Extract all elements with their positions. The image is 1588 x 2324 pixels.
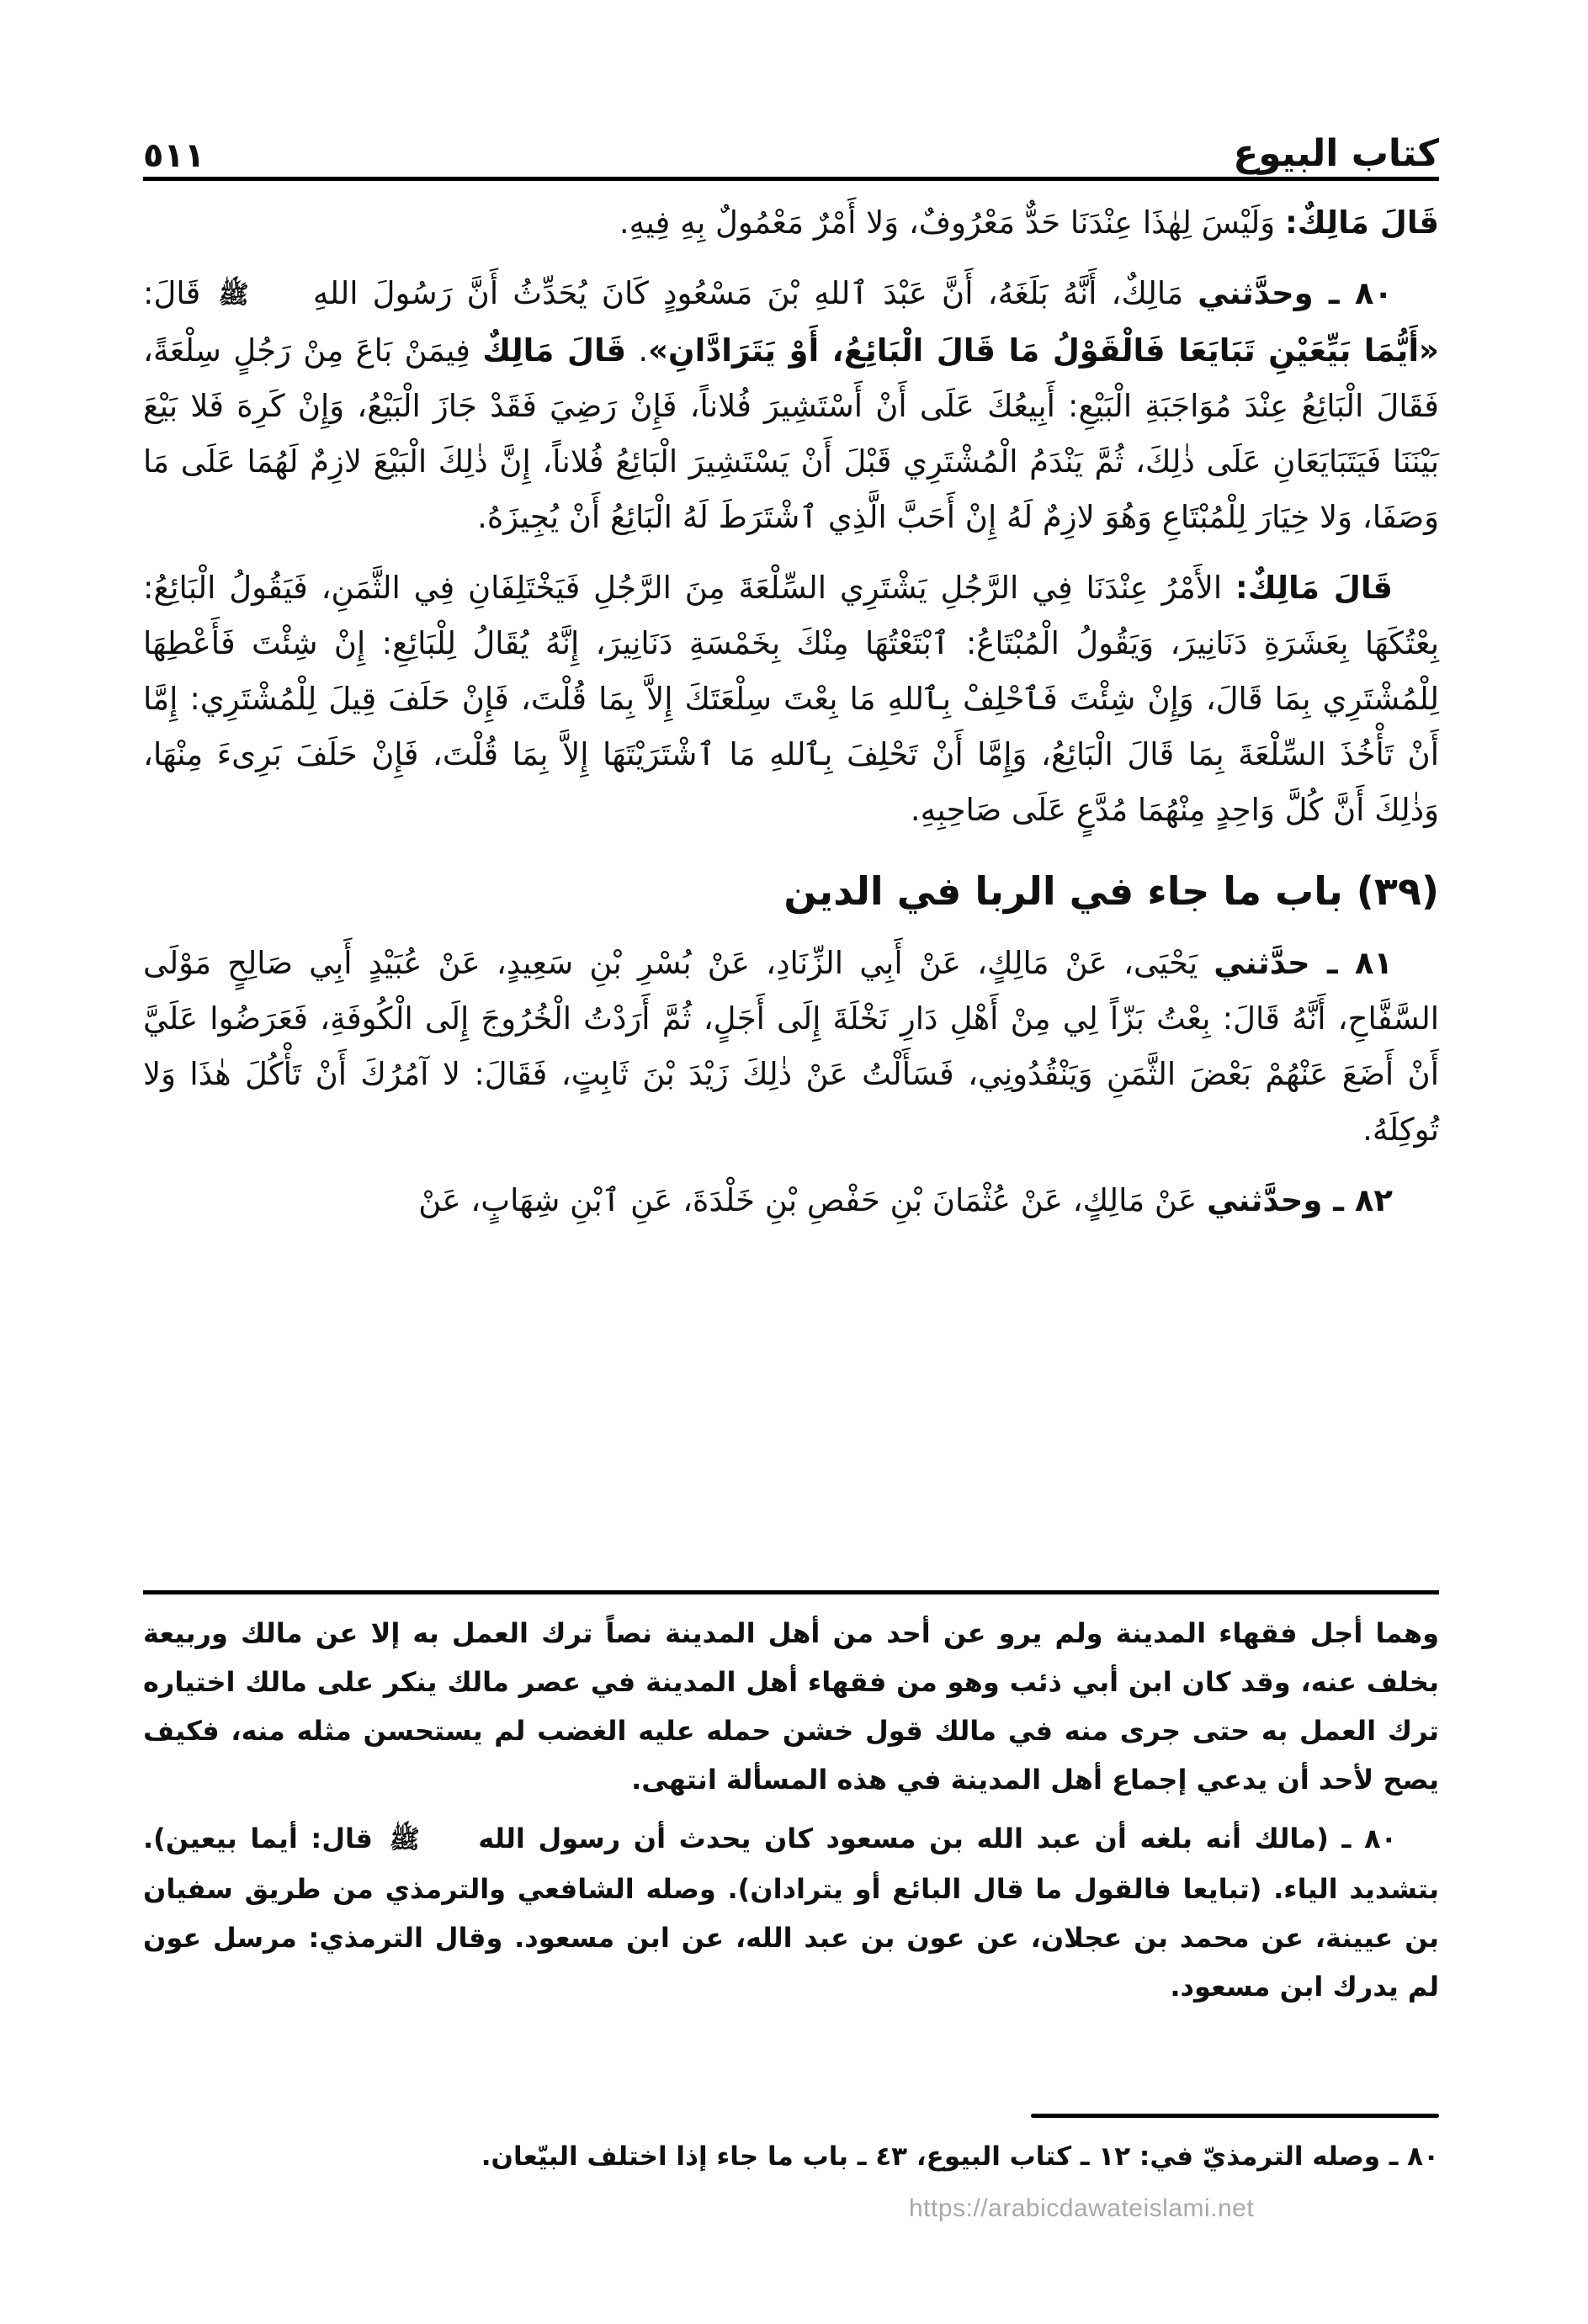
footnote-rule [143,1590,1439,1594]
hadith-82 [143,1173,1439,1228]
salawat-icon: ﷺ [389,1825,420,1854]
hadith-number-lead: ٨١ ـ حدَّثني [1214,944,1393,981]
running-header [143,114,1439,175]
hadith-text: قَالَ: [143,275,215,311]
book-title: كتاب البيوع [1233,132,1439,175]
book-page [143,0,1439,2324]
note-text: . وصله الشافعي والترمذي من طريق سفيان بن عيينة، عن محمد بن عجلان، عن عون بن عبد الله، عن ابن مسعود. وقال الترمذي: مرسل عون لم يدرك ابن مسعود. [143,1873,1439,2003]
hadith-text: فِيمَنْ بَاعَ مِنْ رَجُلٍ سِلْعَةً، فَقَالَ الْبَائِعُ عِنْدَ مُوَاجَبَةِ الْبَيْعِ: أَبِيعُكَ عَلَى أَنْ أَسْتَشِيرَ فُلاناً، فَإِنْ رَضِيَ فَقَدْ جَازَ الْبَيْعُ، وَإِنْ كَرِهَ فَلا بَيْعَ بَيْنَنَا فَيَتَبَايَعَانِ عَلَى ذٰلِكَ، ثُمَّ يَنْدَمُ الْمُشْتَرِي قَبْلَ أَنْ يَسْتَشِيرَ الْبَائِعُ فُلاناً، إِنَّ ذٰلِكَ الْبَيْعَ لازِمٌ لَهُمَا عَلَى مَا وَصَفَا، وَلا خِيَارَ لِلْمُبْتَاعِ وَهُوَ لازِمٌ لَهُ إِنْ أَحَبَّ الَّذِي ٱشْتَرَطَ لَهُ الْبَائِعُ أَنْ يُجِيزَهُ. [143,332,1439,535]
hadith-text: . [626,332,649,369]
paragraph-text: وَلَيْسَ لِهٰذَا عِنْدَنَا حَدٌّ مَعْرُوفٌ، وَلا أَمْرٌ مَعْمُولٌ بِهِ فِيهِ. [619,204,1285,241]
hadith-80 [143,266,1439,545]
prophetic-quote: «أَيُّمَا بَيِّعَيْنِ تَبَايَعَا فَالْقَوْلُ مَا قَالَ الْبَائِعُ، أَوْ يَتَرَادَّانِ» [648,332,1439,369]
commentary-paragraph: وهما أجل فقهاء المدينة ولم يرو عن أحد من أهل المدينة نصاً ترك العمل به إلا عن مالك وربيعة بخلف عنه، وقد كان ابن أبي ذئب وهو من فقهاء أهل المدينة في عصر مالك ينكر على مالك اختياره ترك العمل به حتى جرى منه في مالك قول خشن حمله عليه الغضب لم يستحسن مثله منه، فكيف يصح لأحد أن يدعي إجماع أهل المدينة في هذه المسألة انتهى. [143,1617,1439,1796]
hadith-number-lead: ٨٢ ـ وحدَّثني [1206,1181,1393,1218]
paragraph-text: الأَمْرُ عِنْدَنَا فِي الرَّجُلِ يَشْتَرِي السِّلْعَةَ مِنَ الرَّجُلِ فَيَخْتَلِفَانِ فِي الثَّمَنِ، فَيَقُولُ الْبَائِعُ: بِعْتُكَهَا بِعَشَرَةِ دَنَانِيرَ، وَيَقُولُ الْمُبْتَاعُ: ٱبْتَعْتُهَا مِنْكَ بِخَمْسَةِ دَنَانِيرَ، إِنَّهُ يُقَالُ لِلْبَائِعِ: إِنْ شِئْتَ فَأَعْطِهَا لِلْمُشْتَرِي بِمَا قَالَ، وَإِنْ شِئْتَ فَٱحْلِفْ بِٱللهِ مَا بِعْتَ سِلْعَتَكَ إِلاَّ بِمَا قُلْتَ، فَإِنْ حَلَفَ قِيلَ لِلْمُشْتَرِي: إِمَّا أَنْ تَأْخُذَ السِّلْعَةَ بِمَا قَالَ الْبَائِعُ، وَإِمَّا أَنْ تَحْلِفَ بِٱللهِ مَا ٱشْتَرَيْتَهَا إِلاَّ بِمَا قُلْتَ، فَإِنْ حَلَفَ بَرِىءَ مِنْهَا، وَذٰلِكَ أَنَّ كُلَّ وَاحِدٍ مِنْهُمَا مُدَّعٍ عَلَى صَاحِبِهِ. [143,569,1439,828]
commentary-footnotes [143,1609,1439,2021]
watermark-url: https://arabicdawateislami.net [909,2194,1255,2222]
speaker-lead: قَالَ مَالِكٌ: [1235,569,1393,606]
commentary-note-80 [143,1814,1439,2011]
hadith-number-lead: ٨٠ ـ وحدَّثني [1198,275,1393,311]
note-number: ٨٠ ـ [1328,1823,1398,1854]
page-number: ٥١١ [143,136,205,175]
hadith-text: مَالِكٌ، أَنَّهُ بَلَغَهُ، أَنَّ عَبْدَ ٱللهِ بْنَ مَسْعُودٍ كَانَ يُحَدِّثُ أَنَّ رَسُولَ اللهِ [298,275,1198,311]
note-quote: (تبايعا فالقول ما قال البائع أو يترادان) [737,1873,1262,1905]
main-text [143,195,1439,1244]
salawat-icon: ﷺ [218,279,249,310]
hadith-text: يَحْيَى، عَنْ مَالِكٍ، عَنْ أَبِي الزِّنَادِ، عَنْ بُسْرِ بْنِ سَعِيدٍ، عَنْ عُبَيْدٍ أَبِي صَالِحٍ مَوْلَى السَّفَّاحِ، أَنَّهُ قَالَ: بِعْتُ بَزّاً لِي مِنْ أَهْلِ دَارِ نَخْلَةَ إِلَى أَجَلٍ، ثُمَّ أَرَدْتُ الْخُرُوجَ إِلَى الْكُوفَةِ، فَعَرَضُوا عَلَيَّ أَنْ أَضَعَ عَنْهُمْ بَعْضَ الثَّمَنِ وَيَنْقُدُونِي، فَسَأَلْتُ عَنْ ذٰلِكَ زَيْدَ بْنَ ثَابِتٍ، فَقَالَ: لا آمُرُكَ أَنْ تَأْكُلَ هٰذَا وَلا تُوكِلَهُ. [143,944,1439,1148]
takhrij-rule [1031,2114,1439,2118]
section-heading: (٣٩) باب ما جاء في الربا في الدين [783,868,1439,914]
paragraph-malik-ruling [143,560,1439,838]
header-rule [143,177,1439,181]
hadith-81 [143,936,1439,1158]
speaker-lead: قَالَ مَالِكٌ: [1284,204,1439,241]
hadith-text: عَنْ مَالِكٍ، عَنْ عُثْمَانَ بْنِ حَفْصِ بْنِ خَلْدَةَ، عَنِ ٱبْنِ شِهَابٍ، عَنْ [418,1181,1207,1218]
note-quote: قال: أيما بيعين) [153,1823,386,1854]
paragraph-malik-statement [143,195,1439,251]
speaker-lead: قَالَ مَالِكٌ [482,332,627,369]
takhrij-note: ٨٠ ـ وصله الترمذيّ في: ١٢ ـ كتاب البيوع، ٤٣ ـ باب ما جاء إذا اختلف البيّعان. [481,2141,1439,2172]
note-quote: (مالك أنه بلغه أن عبد الله بن مسعود كان يحدث أن رسول الله [465,1823,1329,1854]
note-text: . بتشديد الياء. [143,1823,1440,1905]
